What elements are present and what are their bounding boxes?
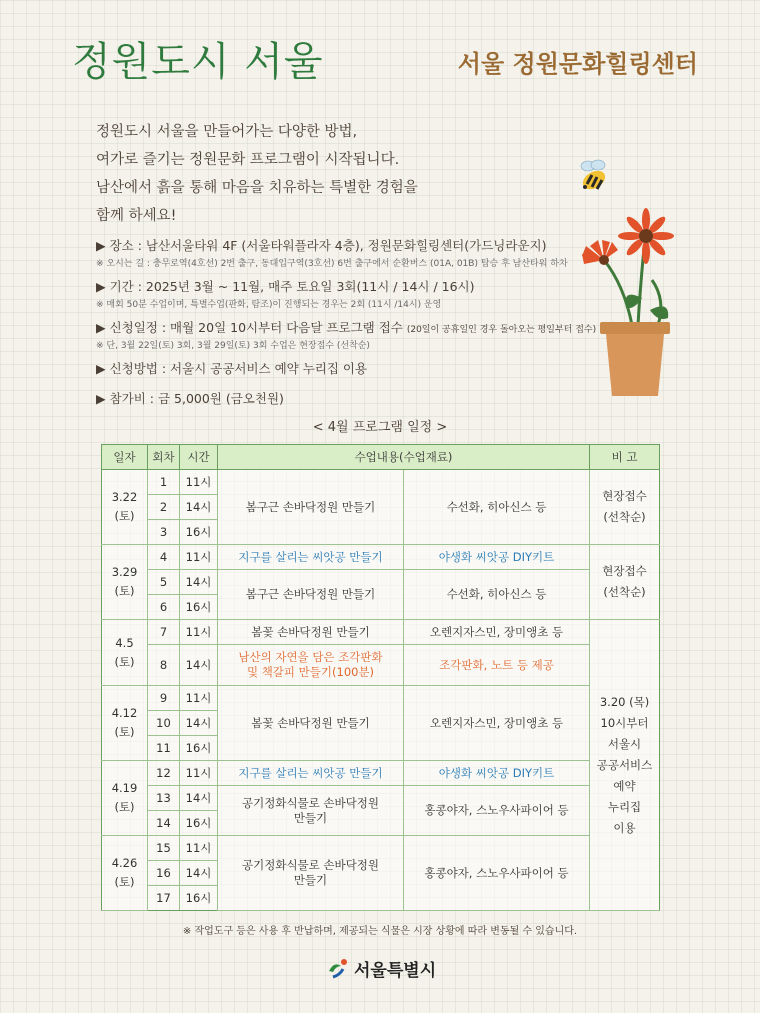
- time-cell: 14시: [180, 711, 218, 736]
- table-row: [102, 470, 660, 495]
- schedule-title: < 4월 프로그램 일정 >: [312, 420, 448, 435]
- header-time: 시간: [180, 445, 218, 470]
- session-cell: 17: [148, 886, 180, 911]
- time-cell: 11시: [180, 836, 218, 861]
- seoul-city-logo: [326, 956, 436, 981]
- session-cell: 10: [148, 711, 180, 736]
- class-material-cell: 수선화, 히아신스 등: [404, 570, 590, 620]
- apply-date-small: (20일이 공휴일인 경우 돌아오는 평일부터 접수): [406, 325, 597, 335]
- time-cell: 14시: [180, 861, 218, 886]
- header-session: 회차: [148, 445, 180, 470]
- apply-method-text: ▶ 신청방법 : 서울시 공공서비스 예약 누리집 이용: [96, 361, 368, 376]
- session-cell: 15: [148, 836, 180, 861]
- session-cell: 6: [148, 595, 180, 620]
- intro-text: [96, 118, 516, 230]
- date-cell: 3.22 (토): [102, 470, 148, 545]
- date-cell: 4.5 (토): [102, 620, 148, 686]
- session-cell: 13: [148, 786, 180, 811]
- time-cell: 14시: [180, 645, 218, 686]
- session-cell: 2: [148, 495, 180, 520]
- session-cell: 16: [148, 861, 180, 886]
- header-note: 비 고: [590, 445, 660, 470]
- center-title: 서울 정원문화힐링센터: [457, 50, 698, 78]
- session-cell: 3: [148, 520, 180, 545]
- period-note: ※ 매회 50분 수업이며, 특별수업(판화, 탐조)이 진행되는 경우는 2회 (11시 /14시) 운영: [96, 300, 442, 310]
- note-cell: 3.20 (목) 10시부터 서울시 공공서비스 예약 누리집 이용: [590, 620, 660, 911]
- class-name-cell: 공기정화식물로 손바닥정원 만들기: [218, 786, 404, 836]
- session-cell: 5: [148, 570, 180, 595]
- intro-line: 정원도시 서울을 만들어가는 다양한 방법,: [96, 124, 358, 140]
- session-cell: 7: [148, 620, 180, 645]
- time-cell: 11시: [180, 761, 218, 786]
- table-row: [102, 836, 660, 861]
- time-cell: 16시: [180, 886, 218, 911]
- table-row: [102, 761, 660, 786]
- time-cell: 14시: [180, 786, 218, 811]
- intro-line: 남산에서 흙을 통해 마음을 치유하는 특별한 경험을: [96, 180, 418, 196]
- session-cell: 11: [148, 736, 180, 761]
- table-row: [102, 545, 660, 570]
- table-row: [102, 786, 660, 811]
- class-material-cell: 야생화 씨앗공 DIY키트: [404, 545, 590, 570]
- class-material-cell: 조각판화, 노트 등 제공: [404, 645, 590, 686]
- class-material-cell: 홍콩야자, 스노우사파이어 등: [404, 836, 590, 911]
- table-row: [102, 570, 660, 595]
- class-material-cell: 야생화 씨앗공 DIY키트: [404, 761, 590, 786]
- note-cell: 현장접수 (선착순): [590, 470, 660, 545]
- header-date: 일자: [102, 445, 148, 470]
- session-cell: 4: [148, 545, 180, 570]
- seoul-symbol-icon: [326, 957, 350, 981]
- class-name-cell: 봄구근 손바닥정원 만들기: [218, 570, 404, 620]
- program-info: [96, 236, 616, 407]
- date-cell: 4.19 (토): [102, 761, 148, 836]
- seoul-city-name: 서울특별시: [354, 961, 437, 981]
- header-class: 수업내용(수업재료): [218, 445, 590, 470]
- session-cell: 1: [148, 470, 180, 495]
- table-row: [102, 686, 660, 711]
- class-name-cell: 공기정화식물로 손바닥정원 만들기: [218, 836, 404, 911]
- intro-line: 함께 하세요!: [96, 208, 177, 224]
- place-text: ▶ 장소 : 남산서울타워 4F (서울타워플라자 4층), 정원문화힐링센터(가드닝라운지): [96, 238, 547, 253]
- time-cell: 11시: [180, 686, 218, 711]
- class-name-cell: 지구를 살리는 씨앗공 만들기: [218, 545, 404, 570]
- time-cell: 16시: [180, 595, 218, 620]
- class-material-cell: 수선화, 히아신스 등: [404, 470, 590, 545]
- time-cell: 11시: [180, 545, 218, 570]
- session-cell: 12: [148, 761, 180, 786]
- class-name-cell: 봄꽃 손바닥정원 만들기: [218, 620, 404, 645]
- session-cell: 9: [148, 686, 180, 711]
- time-cell: 11시: [180, 470, 218, 495]
- session-cell: 8: [148, 645, 180, 686]
- class-name-cell: 봄꽃 손바닥정원 만들기: [218, 686, 404, 761]
- class-material-cell: 오렌지자스민, 장미앵초 등: [404, 620, 590, 645]
- class-material-cell: 오렌지자스민, 장미앵초 등: [404, 686, 590, 761]
- intro-line: 여가로 즐기는 정원문화 프로그램이 시작됩니다.: [96, 152, 400, 168]
- place-note: ※ 오시는 길 : 충무로역(4호선) 2번 출구, 동대입구역(3호선) 6번 출구에서 순환버스 (01A, 01B) 탑승 후 남산타워 하차: [96, 259, 568, 269]
- apply-date-note: ※ 단, 3월 22일(토) 3회, 3월 29일(토) 3회 수업은 현장접수 (선착순): [96, 341, 370, 351]
- date-cell: 4.12 (토): [102, 686, 148, 761]
- fee-text: ▶ 참가비 : 금 5,000원 (금오천원): [96, 391, 284, 406]
- time-cell: 16시: [180, 811, 218, 836]
- date-cell: 3.29 (토): [102, 545, 148, 620]
- garden-city-seoul-logo: 정원도시 서울: [72, 39, 324, 85]
- session-cell: 14: [148, 811, 180, 836]
- time-cell: 16시: [180, 736, 218, 761]
- period-text: ▶ 기간 : 2025년 3월 ~ 11월, 매주 토요일 3회(11시 / 14시 / 16시): [96, 279, 475, 294]
- note-cell: 현장접수 (선착순): [590, 545, 660, 620]
- bee-illustration: [574, 156, 614, 196]
- date-cell: 4.26 (토): [102, 836, 148, 911]
- class-material-cell: 홍콩야자, 스노우사파이어 등: [404, 786, 590, 836]
- apply-date-text: [96, 318, 616, 336]
- time-cell: 14시: [180, 495, 218, 520]
- time-cell: 16시: [180, 520, 218, 545]
- schedule-table: [101, 444, 660, 911]
- time-cell: 14시: [180, 570, 218, 595]
- table-row: [102, 645, 660, 686]
- class-name-cell: 남산의 자연을 담은 조각판화 및 책갈피 만들기(100분): [218, 645, 404, 686]
- time-cell: 11시: [180, 620, 218, 645]
- apply-date-main: ▶ 신청일정 : 매월 20일 10시부터 다음달 프로그램 접수: [96, 320, 403, 335]
- class-name-cell: 지구를 살리는 씨앗공 만들기: [218, 761, 404, 786]
- table-header-row: [102, 445, 660, 470]
- class-name-cell: 봄구근 손바닥정원 만들기: [218, 470, 404, 545]
- table-row: [102, 620, 660, 645]
- footnote: ※ 작업도구 등은 사용 후 반납하며, 제공되는 식물은 시장 상황에 따라 변동될 수 있습니다.: [182, 926, 578, 937]
